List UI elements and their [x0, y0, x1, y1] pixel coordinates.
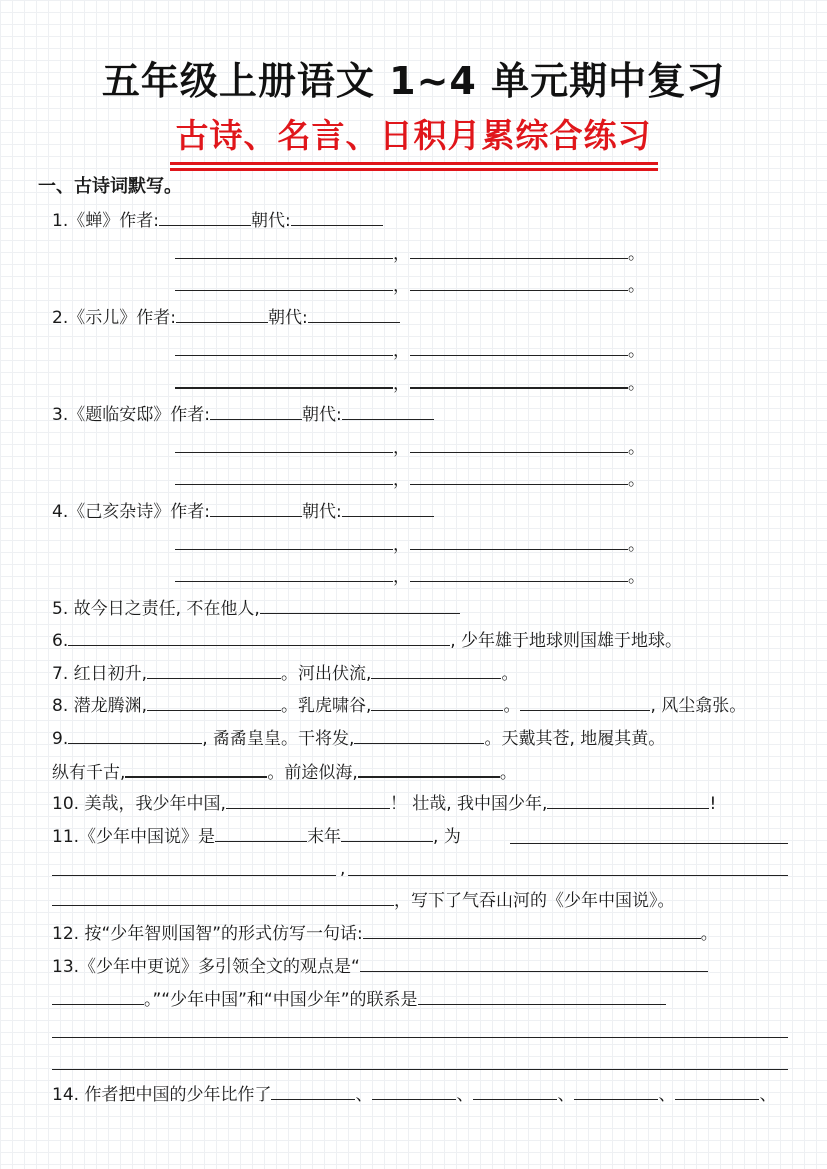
question-9	[52, 726, 665, 750]
answer-blank[interactable]	[372, 1082, 456, 1100]
question-13-line-2	[52, 987, 666, 1011]
dynasty-blank[interactable]	[342, 402, 434, 420]
question-14	[52, 1082, 776, 1106]
q9-number: 9.	[52, 729, 69, 749]
dynasty-label: 朝代:	[250, 211, 291, 231]
answer-blank[interactable]	[675, 1082, 759, 1100]
poem-1-label: 1.《蝉》作者:	[52, 211, 159, 231]
q11-comma: ,	[340, 859, 346, 879]
period: 。	[628, 341, 645, 361]
dynasty-label: 朝代:	[267, 308, 308, 328]
q12-text-a: 12. 按“少年智则国智”的形式仿写一句话:	[52, 924, 363, 944]
page-subtitle	[0, 110, 827, 165]
separator: 、	[456, 1085, 474, 1105]
poem-3-label: 3.《题临安邸》作者:	[52, 405, 210, 425]
poem-4-line-2	[175, 564, 645, 588]
dynasty-blank[interactable]	[291, 208, 383, 226]
question-5	[52, 596, 460, 620]
answer-blank[interactable]	[226, 791, 390, 809]
verse-blank[interactable]	[175, 241, 393, 259]
question-11	[52, 824, 461, 848]
poem-2-label: 2.《示儿》作者:	[52, 308, 176, 328]
answer-blank[interactable]	[341, 824, 433, 842]
separator: 、	[355, 1085, 373, 1105]
period: 。	[628, 244, 645, 264]
verse-blank[interactable]	[175, 435, 393, 453]
verse-blank[interactable]	[410, 273, 628, 291]
question-10	[52, 791, 716, 815]
comma: ，	[393, 374, 410, 394]
verse-blank[interactable]	[410, 467, 628, 485]
answer-blank[interactable]	[147, 693, 281, 711]
section-heading: 一、古诗词默写。	[38, 176, 182, 197]
answer-blank[interactable]	[215, 824, 307, 842]
q8-text-b: 。乳虎啸谷,	[281, 696, 372, 716]
comma: ，	[393, 438, 410, 458]
poem-1-line-2	[175, 273, 645, 297]
answer-blank[interactable]	[358, 759, 500, 778]
answer-blank[interactable]	[52, 987, 144, 1005]
comma: ，	[393, 341, 410, 361]
answer-blank[interactable]	[363, 921, 701, 939]
question-6	[52, 628, 682, 652]
q12-text-b: 。	[700, 924, 718, 944]
answer-blank[interactable]	[52, 888, 394, 906]
answer-blank[interactable]	[547, 791, 709, 809]
poem-4-header	[52, 499, 434, 523]
dynasty-label: 朝代:	[301, 405, 342, 425]
q6-number: 6.	[52, 631, 69, 651]
poem-3-header	[52, 402, 434, 426]
q11-text-b: 末年	[307, 827, 342, 847]
question-13	[52, 954, 708, 978]
answer-blank[interactable]	[147, 661, 281, 679]
answer-blank[interactable]	[260, 596, 460, 614]
question-11-line-3	[52, 888, 675, 912]
answer-blank[interactable]	[125, 759, 267, 778]
dynasty-label: 朝代:	[301, 502, 342, 522]
poem-2-header	[52, 305, 400, 329]
q9-text-c: 。天戴其苍, 地履其黄。	[484, 729, 666, 749]
verse-blank[interactable]	[410, 241, 628, 259]
poem-2-line-2	[175, 370, 645, 395]
answer-blank[interactable]	[574, 1082, 658, 1100]
poem-3-line-2	[175, 467, 645, 491]
q10-text-b: ！ 壮哉, 我中国少年,	[389, 794, 548, 814]
verse-blank[interactable]	[175, 273, 393, 291]
answer-blank[interactable]	[354, 726, 484, 744]
question-9-line-2	[52, 759, 517, 784]
period: 。	[628, 470, 645, 490]
author-blank[interactable]	[210, 402, 302, 420]
verse-blank[interactable]	[175, 370, 393, 389]
verse-blank[interactable]	[175, 532, 393, 550]
page-title: 五年级上册语文 1~4 单元期中复习	[101, 59, 726, 103]
period: 。	[628, 374, 645, 394]
comma: ，	[393, 535, 410, 555]
poem-4-label: 4.《己亥杂诗》作者:	[52, 502, 210, 522]
q9b-text-c: 。	[499, 763, 517, 783]
poem-1-line-1	[175, 241, 645, 265]
q10-text-c: !	[709, 794, 717, 814]
q10-text-a: 10. 美哉，我少年中国,	[52, 794, 226, 814]
dynasty-blank[interactable]	[308, 305, 400, 323]
comma: ，	[393, 276, 410, 296]
question-8	[52, 693, 746, 717]
answer-line[interactable]	[52, 1037, 788, 1038]
verse-blank[interactable]	[410, 532, 628, 550]
q8-text-a: 8. 潜龙腾渊,	[52, 696, 148, 716]
answer-blank[interactable]	[68, 726, 202, 744]
author-blank[interactable]	[210, 499, 302, 517]
answer-line[interactable]	[348, 875, 788, 876]
verse-blank[interactable]	[175, 564, 393, 582]
answer-blank[interactable]	[520, 693, 650, 711]
q13-text-a: 13.《少年中更说》多引领全文的观点是“	[52, 957, 360, 977]
q9b-text-b: 。前途似海,	[267, 763, 358, 783]
poem-3-line-1	[175, 435, 645, 459]
q7-text-c: 。	[501, 664, 519, 684]
answer-blank[interactable]	[371, 661, 501, 679]
q14-text-a: 14. 作者把中国的少年比作了	[52, 1085, 272, 1105]
period: 。	[628, 276, 645, 296]
separator: 、	[658, 1085, 676, 1105]
q11-text-a: 11.《少年中国说》是	[52, 827, 216, 847]
answer-blank[interactable]	[371, 693, 503, 711]
answer-blank[interactable]	[271, 1082, 355, 1100]
separator: 、	[557, 1085, 575, 1105]
q7-text-b: 。河出伏流,	[281, 664, 372, 684]
question-7	[52, 661, 518, 685]
verse-blank[interactable]	[410, 435, 628, 453]
answer-blank[interactable]	[473, 1082, 557, 1100]
question-12	[52, 921, 718, 945]
q11-text-e: ，写下了气吞山河的《少年中国说》。	[394, 891, 675, 911]
answer-blank[interactable]	[360, 954, 708, 972]
verse-blank[interactable]	[175, 467, 393, 485]
poem-4-line-1	[175, 532, 645, 556]
subtitle-text: 古诗、名言、日积月累综合练习	[170, 110, 658, 165]
q8-text-d: , 风尘翕张。	[650, 696, 747, 716]
poem-2-line-1	[175, 338, 645, 362]
q9b-text-a: 纵有千古,	[52, 763, 126, 783]
verse-blank[interactable]	[175, 338, 393, 356]
q11-text-c: , 为	[433, 827, 461, 847]
q6-text: , 少年雄于地球则国雄于地球。	[450, 631, 683, 651]
poem-1-header	[52, 208, 383, 232]
verse-blank[interactable]	[410, 564, 628, 582]
comma: ，	[393, 567, 410, 587]
answer-line[interactable]	[510, 843, 788, 844]
author-blank[interactable]	[176, 305, 268, 323]
answer-blank[interactable]	[68, 628, 450, 646]
dynasty-blank[interactable]	[342, 499, 434, 517]
q9-text-b: , 矞矞皇皇。干将发,	[202, 729, 355, 749]
author-blank[interactable]	[159, 208, 251, 226]
comma: ，	[393, 244, 410, 264]
separator: 、	[759, 1085, 777, 1105]
q8-text-c: 。	[503, 696, 521, 716]
verse-blank[interactable]	[410, 338, 628, 356]
period: 。	[628, 567, 645, 587]
period: 。	[628, 535, 645, 555]
answer-blank[interactable]	[418, 987, 666, 1005]
comma: ，	[393, 470, 410, 490]
answer-line[interactable]	[52, 1069, 788, 1070]
q7-text-a: 7. 红日初升,	[52, 664, 148, 684]
q13-text-b: 。”“少年中国”和“中国少年”的联系是	[144, 990, 418, 1010]
period: 。	[628, 438, 645, 458]
q5-text: 5. 故今日之责任, 不在他人,	[52, 599, 260, 619]
verse-blank[interactable]	[410, 370, 628, 389]
answer-line[interactable]	[52, 875, 336, 876]
